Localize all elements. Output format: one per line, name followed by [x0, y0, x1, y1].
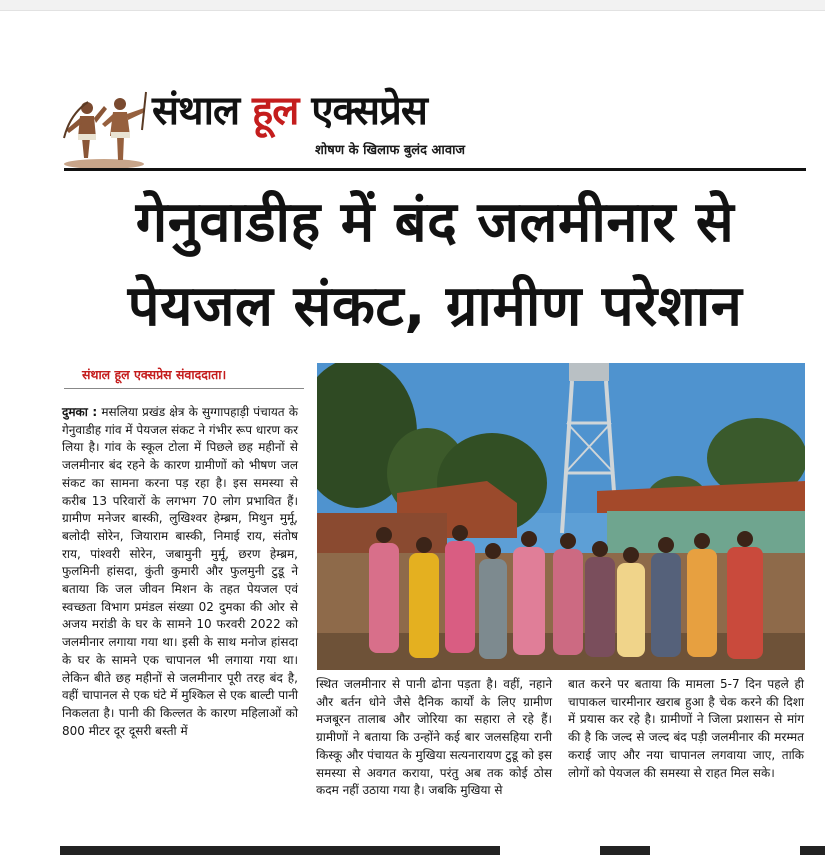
masthead-tagline: शोषण के खिलाफ बुलंद आवाज — [315, 143, 466, 158]
masthead-title-word2: हूल — [252, 88, 299, 134]
article-column-1-text: मसलिया प्रखंड क्षेत्र के सुग्गापहाड़ी पंचायत के गेनुवाडीह गांव में पेयजल संकट ने गंभीर रूप धारण कर लिया है। गांव के स्कूल टोला में पिछले छह महीनों से जलमीनार बंद रहने के कारण ग्रामीणों को भीषण जल संकट का सामना करना पड़ रहा है। इस समस्या से करीब 13 परिवारों के लगभग 70 लोग प्रभावित हैं। ग्रामीण मनेजर बास्की, लुखिश्वर हेम्ब्रम, मिथुन मुर्मू, बलोदी सोरेन, जियाराम बास्की, निमाई राय, संतोष राय, पांश्वरी सोरेन, जबामुनी मुर्मू, छरण हेम्ब्रम, फुलमिनी हांसदा, कुंती कुमारी और फुलमुनी टुडू ने बताया कि जल जीवन मिशन के तहत पेयजल एवं स्वच्छता विभाग प्रमंडल संख्या 02 दुमका की ओर से अजय मरांडी के घर के सामने 10 फरवरी 2022 को जलमीनार लगाया गया था। इसी के साथ मनोज हांसदा के घर के सामने एक चापानल भी लगाया गया था। लेकिन बीते छह महीनों से जलमीनार पूरी तरह बंद है, वहीं चापानल से एक घंटे में मुश्किल से एक बाल्टी पानी निकलता है। पानी की किल्लत के कारण महिलाओं को 800 मीटर दूर दूसरी बस्ती में — [62, 405, 298, 738]
byline-rule — [64, 388, 304, 389]
article-column-2: स्थित जलमीनार से पानी ढोना पड़ता है। वहीं, नहाने और बर्तन धोने जैसे दैनिक कार्यों के लिए ग्रामीण मजबूरन तालाब और जोरिया का सहारा ले रहे हैं। ग्रामीणों ने बताया कि उन्होंने कई बार जलसहिया रानी किस्कू और पंचायत के मुखिया सत्यनारायण टुडू को इस समस्या से अवगत कराया, परंतु अब तक कोई ठोस कदम नहीं उठाया गया है। जबकि मुखिया से — [316, 677, 552, 798]
next-headline-fragment — [800, 846, 825, 855]
next-headline-fragment — [60, 846, 500, 855]
next-article-fragment — [60, 840, 825, 855]
next-headline-fragment — [600, 846, 650, 855]
news-photo-villagers-water-tower — [317, 363, 805, 670]
masthead-title-word1: संथाल — [152, 88, 240, 134]
masthead-title — [152, 84, 427, 138]
masthead-rule — [64, 168, 806, 171]
masthead-logo-warriors — [60, 86, 152, 172]
dateline-place: दुमका : — [62, 405, 98, 419]
byline: संथाल हूल एक्सप्रेस संवाददाता। — [82, 367, 227, 382]
page-top-strip — [0, 0, 825, 11]
headline-line-2: पेयजल संकट, ग्रामीण परेशान — [127, 274, 743, 339]
headline-line-1: गेनुवाडीह में बंद जलमीनार से — [135, 190, 735, 255]
masthead-title-word3: एक्सप्रेस — [311, 88, 427, 134]
article-column-3: बात करने पर बताया कि मामला 5-7 दिन पहले ही चापाकल चारमीनार खराब हुआ है चेक करने की दिशा में प्रयास कर रहे है। ग्रामीणों ने जिला प्रशासन से मांग की है कि जल्द से जल्द बंद पड़ी जलमीनार की मरम्मत कराई जाए और नया चापानल लगवाया जाए, ताकि लोगों को पेयजल की समस्या से राहत मिल सके। — [568, 677, 804, 780]
article-column-1 — [62, 404, 298, 740]
